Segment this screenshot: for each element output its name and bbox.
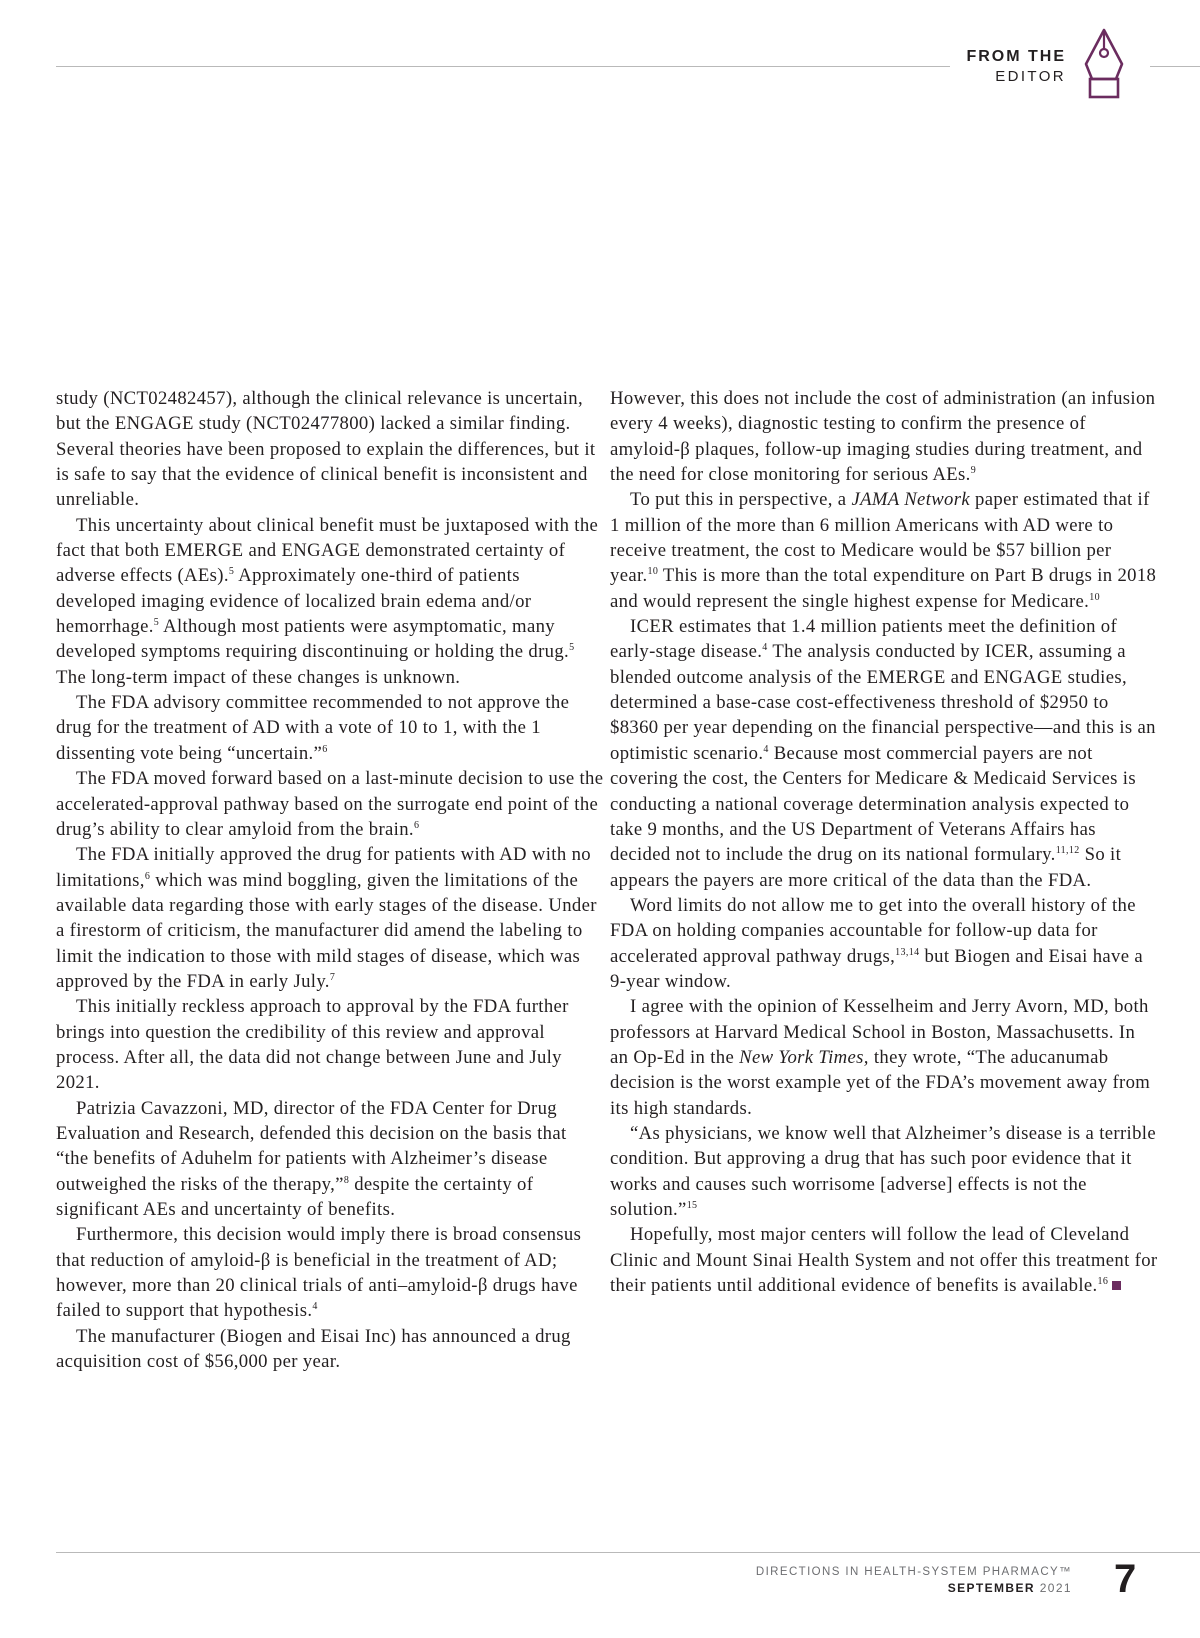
paragraph-text: This initially reckless approach to approval by the FDA further brings into question the credibility of this review and approval process. After all, the data did not change between June and July 2021.: [56, 996, 569, 1094]
paragraph: [56, 766, 604, 842]
paragraph: [610, 1121, 1158, 1222]
reference-superscript: 6: [413, 819, 420, 831]
section-label-line2: EDITOR: [995, 68, 1066, 85]
reference-superscript: 5: [228, 566, 235, 578]
reference-superscript: 10: [647, 566, 659, 578]
paragraph-text: The manufacturer (Biogen and Eisai Inc) has announced a drug acquisition cost of $56,000 per year.: [56, 1325, 571, 1373]
reference-superscript: 9: [970, 465, 977, 477]
reference-superscript: 4: [312, 1301, 318, 1313]
paragraph: [56, 513, 604, 690]
header-rule-right: [1150, 66, 1200, 67]
paragraph: [56, 1222, 604, 1323]
paragraph-text: despite the certainty of significant AEs and uncertainty of benefits.: [56, 1173, 534, 1220]
paragraph-text: Hopefully, most major centers will follow the lead of Cleveland Clinic and Mount Sinai Health System and not offer this treatment for their patients until additional evidence of benefits is available.: [610, 1224, 1158, 1297]
paragraph: [610, 994, 1158, 1121]
italic-title: JAMA Network: [851, 489, 971, 511]
paragraph-text: So it appears the payers are more critical of the data than the FDA.: [610, 844, 1122, 891]
paragraph-text: The analysis conducted by ICER, assuming a blended outcome analysis of the EMERGE and ENGAGE studies, determined a base-case cost-effectiveness threshold of $2950 to $8360 per year depending on the financial perspective—and this is an optimistic scenario.: [610, 641, 1156, 764]
issue-date: [756, 1580, 1072, 1596]
paragraph-text: which was mind boggling, given the limitations of the available data regarding those with early stages of the disease. Under a firestorm of criticism, the manufacturer did amend the labeling to limit the indication to those with mild stages of disease, which was approved by the FDA in early July.: [56, 869, 597, 992]
paragraph-text: This uncertainty about clinical benefit must be juxtaposed with the fact that both EMERGE and ENGAGE demonstrated certainty of adverse effects (AEs).: [56, 514, 599, 587]
paragraph-text: Word limits do not allow me to get into the overall history of the FDA on holding companies accountable for follow-up data for accelerated approval pathway drugs,: [610, 894, 1136, 967]
paragraph-text: paper estimated that if 1 million of the more than 6 million Americans with AD were to receive treatment, the cost to Medicare would be $57 billion per year.: [610, 489, 1150, 587]
reference-superscript: 13,14: [895, 946, 920, 958]
paragraph-text: study (NCT02482457), although the clinical relevance is uncertain, but the ENGAGE study (NCT02477800) lacked a similar finding. Several theories have been proposed to explain the differences, but it is safe to say that the evidence of clinical benefit is inconsistent and unreliable.: [56, 388, 596, 511]
paragraph-text: The long-term impact of these changes is unknown.: [56, 666, 461, 688]
reference-superscript: 10: [1089, 591, 1100, 603]
article-column-left: [56, 386, 604, 1374]
paragraph-text: I agree with the opinion of Kesselheim and Jerry Avorn, MD, both professors at Harvard Medical School in Boston, Massachusetts. In an Op-Ed in the: [610, 996, 1149, 1068]
paragraph-text: To put this in perspective, a: [630, 489, 852, 511]
page-number: 7: [1114, 1557, 1137, 1601]
paragraph-text: they wrote, “The aducanumab decision is the worst example yet of the FDA’s movement away from its high standards.: [610, 1046, 1151, 1119]
paragraph: [610, 487, 1158, 614]
paragraph-text: The FDA advisory committee recommended to not approve the drug for the treatment of AD with a vote of 10 to 1, with the 1 dissenting vote being “uncertain.”: [56, 692, 570, 764]
reference-superscript: 4: [762, 642, 768, 654]
paragraph-text: ICER estimates that 1.4 million patients meet the definition of early-stage disease.: [610, 616, 1118, 663]
reference-superscript: 8: [343, 1174, 350, 1186]
section-label-line1: FROM THE: [966, 48, 1066, 65]
reference-superscript: 15: [686, 1200, 698, 1211]
paragraph: [610, 614, 1158, 893]
issue-month: SEPTEMBER: [947, 1581, 1035, 1595]
paragraph-text: Patrizia Cavazzoni, MD, director of the FDA Center for Drug Evaluation and Research, defended this decision on the basis that “the benefits of Aduhelm for patients with Alzheimer’s disease outweighed the risks of the therapy,”: [56, 1097, 567, 1195]
paragraph: [56, 842, 604, 994]
reference-superscript: 16: [1097, 1276, 1109, 1288]
italic-title: New York Times,: [739, 1046, 869, 1068]
paragraph: [610, 1222, 1158, 1298]
reference-superscript: 5: [153, 617, 160, 629]
journal-name: DIRECTIONS IN HEALTH-SYSTEM PHARMACY™: [755, 1566, 1072, 1578]
article-column-right: [610, 386, 1158, 1298]
paragraph-text: The FDA moved forward based on a last-minute decision to use the accelerated-approval pathway based on the surrogate end point of the drug’s ability to clear amyloid from the brain.: [56, 768, 604, 840]
paragraph: [610, 386, 1158, 487]
paragraph: [610, 893, 1158, 994]
paragraph-text: but Biogen and Eisai have a 9-year window.: [610, 945, 1144, 992]
issue-year: 2021: [1039, 1581, 1072, 1595]
paragraph: [56, 690, 604, 766]
reference-superscript: 4: [763, 743, 769, 755]
header-rule-left: [56, 66, 950, 67]
paragraph-text: This is more than the total expenditure on Part B drugs in 2018 and would represent the single highest expense for Medicare.: [610, 565, 1157, 612]
reference-superscript: 11,12: [1055, 845, 1080, 857]
end-of-article-mark: [1112, 1281, 1121, 1290]
paragraph-text: Furthermore, this decision would imply there is broad consensus that reduction of amyloid-β is beneficial in the treatment of AD; however, more than 20 clinical trials of anti–amyloid-β drugs have failed to support that hypothesis.: [56, 1224, 582, 1322]
paragraph: [56, 994, 604, 1095]
reference-superscript: 6: [322, 743, 328, 755]
paragraph-text: “As physicians, we know well that Alzheimer’s disease is a terrible condition. But approving a drug that has such poor evidence that it works and causes such worrisome [adverse] effects is not the solution.”: [610, 1122, 1156, 1220]
reference-superscript: 5: [569, 642, 575, 654]
paragraph-text: Although most patients were asymptomatic, many developed symptoms requiring discontinuing or holding the drug.: [56, 616, 570, 663]
section-label: [966, 47, 1066, 87]
paragraph-text: Because most commercial payers are not covering the cost, the Centers for Medicare & Medicaid Services is conducting a national coverage determination analysis expected to take 9 months, and the US Department of Veterans Affairs has decided not to include the drug on its national formulary.: [610, 742, 1136, 866]
fountain-pen-nib-icon: [1081, 27, 1127, 105]
reference-superscript: 7: [329, 971, 336, 983]
paragraph: [56, 1324, 604, 1375]
paragraph: [56, 1096, 604, 1223]
paragraph-text: However, this does not include the cost of administration (an infusion every 4 weeks), diagnostic testing to confirm the presence of amyloid-β plaques, follow-up imaging studies during treatment, and the need for close monitoring for serious AEs.: [610, 388, 1156, 486]
paragraph-text: The FDA initially approved the drug for patients with AD with no limitations,: [56, 844, 591, 891]
paragraph: [56, 386, 604, 513]
paragraph-text: Approximately one-third of patients developed imaging evidence of localized brain edema and/or hemorrhage.: [56, 565, 532, 638]
footer-rule: [56, 1552, 1200, 1553]
footer-publication: [756, 1564, 1072, 1596]
reference-superscript: 6: [144, 870, 151, 882]
